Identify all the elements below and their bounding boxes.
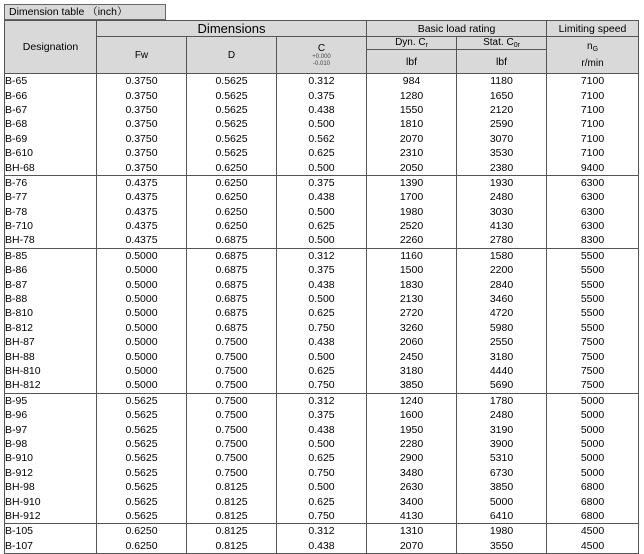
stat-cell: 3460 <box>457 292 547 306</box>
d-cell: 0.8125 <box>187 480 277 494</box>
dyn-cell: 1980 <box>367 205 457 219</box>
c-cell: 0.375 <box>277 408 367 422</box>
c-cell: 0.500 <box>277 117 367 131</box>
stat-cell: 1650 <box>457 88 547 102</box>
c-cell: 0.312 <box>277 74 367 89</box>
d-cell: 0.7500 <box>187 451 277 465</box>
c-cell: 0.750 <box>277 378 367 393</box>
table-row <box>5 408 639 422</box>
stat-cell: 3180 <box>457 349 547 363</box>
fw-cell: 0.3750 <box>97 146 187 160</box>
d-cell: 0.5625 <box>187 88 277 102</box>
fw-cell: 0.5000 <box>97 349 187 363</box>
c-cell: 0.625 <box>277 306 367 320</box>
speed-cell: 5000 <box>547 451 639 465</box>
designation-cell: B-67 <box>5 103 97 117</box>
fw-cell: 0.5625 <box>97 480 187 494</box>
stat-cell: 5000 <box>457 494 547 508</box>
d-cell: 0.6250 <box>187 219 277 233</box>
speed-cell: 5500 <box>547 248 639 263</box>
dyn-rating-header <box>367 37 457 50</box>
table-row <box>5 263 639 277</box>
fw-cell: 0.5000 <box>97 378 187 393</box>
d-cell: 0.6875 <box>187 321 277 335</box>
stat-cell: 1980 <box>457 524 547 539</box>
table-row <box>5 146 639 160</box>
d-cell: 0.6250 <box>187 160 277 175</box>
d-cell: 0.5625 <box>187 132 277 146</box>
designation-cell: B-96 <box>5 408 97 422</box>
speed-cell: 6300 <box>547 175 639 190</box>
d-cell: 0.7500 <box>187 408 277 422</box>
d-cell: 0.8125 <box>187 509 277 524</box>
fw-cell: 0.5000 <box>97 321 187 335</box>
table-row <box>5 160 639 175</box>
d-cell: 0.7500 <box>187 393 277 408</box>
speed-cell: 8300 <box>547 233 639 248</box>
table-row <box>5 349 639 363</box>
stat-cell: 5690 <box>457 378 547 393</box>
table-row <box>5 378 639 393</box>
speed-cell: 4500 <box>547 539 639 554</box>
table-row <box>5 466 639 480</box>
designation-cell: B-95 <box>5 393 97 408</box>
d-cell: 0.8125 <box>187 524 277 539</box>
speed-cell: 5000 <box>547 437 639 451</box>
dyn-cell: 1240 <box>367 393 457 408</box>
dyn-cell: 2630 <box>367 480 457 494</box>
stat-unit-header: lbf <box>457 50 547 74</box>
stat-cell: 3850 <box>457 480 547 494</box>
speed-unit: r/min <box>581 57 604 69</box>
designation-cell: BH-812 <box>5 378 97 393</box>
stat-cell: 3530 <box>457 146 547 160</box>
stat-cell: 3190 <box>457 422 547 436</box>
designation-cell: B-69 <box>5 132 97 146</box>
designation-cell: B-76 <box>5 175 97 190</box>
table-row <box>5 88 639 102</box>
table-row <box>5 437 639 451</box>
designation-cell: B-912 <box>5 466 97 480</box>
table-row <box>5 74 639 89</box>
designation-cell: B-105 <box>5 524 97 539</box>
designation-cell: BH-68 <box>5 160 97 175</box>
fw-cell: 0.5000 <box>97 292 187 306</box>
designation-cell: B-77 <box>5 190 97 204</box>
table-row <box>5 292 639 306</box>
table-row <box>5 451 639 465</box>
dyn-cell: 2450 <box>367 349 457 363</box>
fw-cell: 0.6250 <box>97 539 187 554</box>
table-row <box>5 306 639 320</box>
stat-cell: 4720 <box>457 306 547 320</box>
designation-cell: B-610 <box>5 146 97 160</box>
dyn-cell: 2310 <box>367 146 457 160</box>
speed-cell: 6300 <box>547 219 639 233</box>
c-cell: 0.438 <box>277 539 367 554</box>
fw-cell: 0.3750 <box>97 88 187 102</box>
table-row <box>5 205 639 219</box>
fw-cell: 0.5625 <box>97 393 187 408</box>
table-row <box>5 117 639 131</box>
speed-cell: 6300 <box>547 205 639 219</box>
designation-cell: B-812 <box>5 321 97 335</box>
dyn-cell: 1500 <box>367 263 457 277</box>
d-cell: 0.6875 <box>187 292 277 306</box>
designation-cell: B-810 <box>5 306 97 320</box>
d-cell: 0.5625 <box>187 103 277 117</box>
d-cell: 0.6875 <box>187 248 277 263</box>
speed-cell: 5000 <box>547 422 639 436</box>
fw-cell: 0.5000 <box>97 248 187 263</box>
d-cell: 0.7500 <box>187 437 277 451</box>
stat-cell: 2200 <box>457 263 547 277</box>
c-cell: 0.375 <box>277 263 367 277</box>
dimensions-header: Dimensions <box>97 21 367 37</box>
speed-cell: 6300 <box>547 190 639 204</box>
designation-cell: B-97 <box>5 422 97 436</box>
c-cell: 0.500 <box>277 349 367 363</box>
table-row <box>5 175 639 190</box>
c-cell: 0.625 <box>277 364 367 378</box>
c-tolerance-lower: -0.010 <box>313 60 331 67</box>
speed-cell: 6800 <box>547 494 639 508</box>
speed-cell: 5500 <box>547 277 639 291</box>
designation-cell: B-98 <box>5 437 97 451</box>
stat-cell: 1180 <box>457 74 547 89</box>
c-cell: 0.375 <box>277 175 367 190</box>
fw-cell: 0.5625 <box>97 494 187 508</box>
stat-cell: 2380 <box>457 160 547 175</box>
fw-cell: 0.3750 <box>97 117 187 131</box>
c-cell: 0.438 <box>277 190 367 204</box>
stat-cell: 1780 <box>457 393 547 408</box>
speed-cell: 7500 <box>547 378 639 393</box>
dyn-cell: 1280 <box>367 88 457 102</box>
d-header: D <box>187 37 277 74</box>
speed-symbol-letter: n <box>587 40 593 52</box>
designation-cell: BH-910 <box>5 494 97 508</box>
dyn-cell: 1160 <box>367 248 457 263</box>
table-row <box>5 509 639 524</box>
d-cell: 0.7500 <box>187 364 277 378</box>
table-row <box>5 393 639 408</box>
dyn-cell: 1550 <box>367 103 457 117</box>
stat-cell: 5980 <box>457 321 547 335</box>
table-row <box>5 219 639 233</box>
d-cell: 0.7500 <box>187 378 277 393</box>
stat-cell: 3070 <box>457 132 547 146</box>
designation-cell: BH-78 <box>5 233 97 248</box>
stat-cell: 3900 <box>457 437 547 451</box>
stat-cell: 3550 <box>457 539 547 554</box>
stat-cell: 2590 <box>457 117 547 131</box>
dyn-cell: 2260 <box>367 233 457 248</box>
speed-cell: 5500 <box>547 321 639 335</box>
c-cell: 0.500 <box>277 292 367 306</box>
c-cell: 0.750 <box>277 466 367 480</box>
table-row <box>5 422 639 436</box>
d-cell: 0.6250 <box>187 175 277 190</box>
dyn-cell: 3180 <box>367 364 457 378</box>
stat-cell: 6410 <box>457 509 547 524</box>
speed-cell: 7500 <box>547 364 639 378</box>
dyn-cell: 2050 <box>367 160 457 175</box>
stat-cell: 4130 <box>457 219 547 233</box>
d-cell: 0.5625 <box>187 74 277 89</box>
designation-cell: BH-98 <box>5 480 97 494</box>
dyn-cell: 2520 <box>367 219 457 233</box>
dyn-cell: 2900 <box>367 451 457 465</box>
dyn-cell: 4130 <box>367 509 457 524</box>
d-cell: 0.8125 <box>187 539 277 554</box>
c-cell: 0.750 <box>277 509 367 524</box>
designation-cell: B-86 <box>5 263 97 277</box>
dimension-table <box>4 20 639 554</box>
d-cell: 0.6875 <box>187 277 277 291</box>
speed-cell: 4500 <box>547 524 639 539</box>
c-cell: 0.438 <box>277 103 367 117</box>
dyn-cell: 1830 <box>367 277 457 291</box>
table-row <box>5 480 639 494</box>
dyn-cell: 3850 <box>367 378 457 393</box>
c-cell: 0.625 <box>277 451 367 465</box>
table-row <box>5 248 639 263</box>
basic-load-rating-header: Basic load rating <box>367 21 547 37</box>
designation-cell: B-68 <box>5 117 97 131</box>
speed-cell: 9400 <box>547 160 639 175</box>
d-cell: 0.5625 <box>187 117 277 131</box>
designation-cell: BH-87 <box>5 335 97 349</box>
speed-cell: 7100 <box>547 88 639 102</box>
dyn-cell: 1950 <box>367 422 457 436</box>
c-cell: 0.500 <box>277 160 367 175</box>
table-row <box>5 103 639 117</box>
d-cell: 0.6875 <box>187 263 277 277</box>
fw-cell: 0.5625 <box>97 408 187 422</box>
c-cell: 0.500 <box>277 480 367 494</box>
dyn-cell: 984 <box>367 74 457 89</box>
stat-cell: 1930 <box>457 175 547 190</box>
d-cell: 0.7500 <box>187 422 277 436</box>
designation-cell: B-910 <box>5 451 97 465</box>
limiting-speed-header: Limiting speed <box>547 21 639 37</box>
fw-cell: 0.4375 <box>97 219 187 233</box>
c-cell: 0.625 <box>277 219 367 233</box>
speed-cell: 7500 <box>547 335 639 349</box>
c-cell: 0.500 <box>277 205 367 219</box>
c-cell: 0.312 <box>277 524 367 539</box>
speed-cell: 5500 <box>547 263 639 277</box>
c-cell: 0.375 <box>277 88 367 102</box>
table-row <box>5 364 639 378</box>
dyn-cell: 1700 <box>367 190 457 204</box>
stat-cell: 6730 <box>457 466 547 480</box>
fw-cell: 0.5000 <box>97 364 187 378</box>
stat-cell: 2550 <box>457 335 547 349</box>
stat-subscript: 0r <box>513 42 520 49</box>
designation-cell: B-88 <box>5 292 97 306</box>
speed-cell: 5500 <box>547 292 639 306</box>
designation-cell: BH-912 <box>5 509 97 524</box>
stat-rating-header <box>457 37 547 50</box>
designation-cell: B-87 <box>5 277 97 291</box>
c-cell: 0.312 <box>277 393 367 408</box>
fw-cell: 0.5625 <box>97 437 187 451</box>
c-cell: 0.562 <box>277 132 367 146</box>
dyn-subscript: r <box>425 42 428 49</box>
table-body <box>5 74 639 554</box>
table-row <box>5 539 639 554</box>
fw-header: Fw <box>97 37 187 74</box>
stat-cell: 5310 <box>457 451 547 465</box>
c-cell: 0.625 <box>277 494 367 508</box>
fw-cell: 0.3750 <box>97 132 187 146</box>
fw-cell: 0.4375 <box>97 175 187 190</box>
fw-cell: 0.5000 <box>97 306 187 320</box>
c-tolerance-upper: +0.000 <box>312 53 331 60</box>
stat-label: Stat. C <box>483 37 514 48</box>
speed-symbol <box>547 40 638 57</box>
stat-cell: 2120 <box>457 103 547 117</box>
speed-cell: 5000 <box>547 393 639 408</box>
fw-cell: 0.5625 <box>97 422 187 436</box>
c-cell: 0.500 <box>277 233 367 248</box>
fw-cell: 0.5000 <box>97 263 187 277</box>
stat-cell: 3030 <box>457 205 547 219</box>
d-cell: 0.8125 <box>187 494 277 508</box>
dyn-cell: 2060 <box>367 335 457 349</box>
c-label: C <box>317 42 326 54</box>
designation-header: Designation <box>5 21 97 74</box>
c-cell: 0.500 <box>277 437 367 451</box>
speed-cell: 5000 <box>547 408 639 422</box>
speed-cell: 7500 <box>547 349 639 363</box>
dyn-cell: 2130 <box>367 292 457 306</box>
speed-cell: 7100 <box>547 103 639 117</box>
dyn-cell: 3480 <box>367 466 457 480</box>
fw-cell: 0.4375 <box>97 205 187 219</box>
c-cell: 0.438 <box>277 277 367 291</box>
d-cell: 0.7500 <box>187 335 277 349</box>
fw-cell: 0.5625 <box>97 451 187 465</box>
speed-unit-header <box>547 37 639 74</box>
dyn-cell: 1810 <box>367 117 457 131</box>
dyn-cell: 3400 <box>367 494 457 508</box>
d-cell: 0.5625 <box>187 146 277 160</box>
designation-cell: B-66 <box>5 88 97 102</box>
dyn-cell: 2280 <box>367 437 457 451</box>
designation-cell: B-710 <box>5 219 97 233</box>
speed-cell: 7100 <box>547 132 639 146</box>
stat-cell: 2780 <box>457 233 547 248</box>
stat-cell: 1580 <box>457 248 547 263</box>
c-cell: 0.625 <box>277 146 367 160</box>
table-row <box>5 132 639 146</box>
d-cell: 0.6250 <box>187 190 277 204</box>
table-row <box>5 494 639 508</box>
fw-cell: 0.5000 <box>97 277 187 291</box>
table-caption: Dimension table （inch） <box>4 4 166 20</box>
c-cell: 0.312 <box>277 248 367 263</box>
d-cell: 0.6875 <box>187 306 277 320</box>
d-cell: 0.7500 <box>187 466 277 480</box>
d-cell: 0.6250 <box>187 205 277 219</box>
d-cell: 0.7500 <box>187 349 277 363</box>
c-cell: 0.438 <box>277 422 367 436</box>
fw-cell: 0.3750 <box>97 74 187 89</box>
speed-cell: 5000 <box>547 466 639 480</box>
speed-cell: 5500 <box>547 306 639 320</box>
stat-cell: 2840 <box>457 277 547 291</box>
dyn-unit-header: lbf <box>367 50 457 74</box>
fw-cell: 0.5625 <box>97 509 187 524</box>
speed-cell: 7100 <box>547 74 639 89</box>
designation-cell: B-107 <box>5 539 97 554</box>
designation-cell: B-85 <box>5 248 97 263</box>
dyn-cell: 2720 <box>367 306 457 320</box>
designation-cell: BH-810 <box>5 364 97 378</box>
fw-cell: 0.3750 <box>97 160 187 175</box>
table-row <box>5 321 639 335</box>
table-row <box>5 190 639 204</box>
table-row <box>5 524 639 539</box>
c-cell: 0.750 <box>277 321 367 335</box>
dyn-label: Dyn. C <box>395 37 426 48</box>
designation-cell: B-65 <box>5 74 97 89</box>
stat-cell: 4440 <box>457 364 547 378</box>
designation-cell: BH-88 <box>5 349 97 363</box>
speed-cell: 6800 <box>547 509 639 524</box>
fw-cell: 0.6250 <box>97 524 187 539</box>
fw-cell: 0.4375 <box>97 233 187 248</box>
designation-cell: B-78 <box>5 205 97 219</box>
c-cell: 0.438 <box>277 335 367 349</box>
fw-cell: 0.5625 <box>97 466 187 480</box>
dyn-cell: 2070 <box>367 539 457 554</box>
fw-cell: 0.5000 <box>97 335 187 349</box>
speed-cell: 7100 <box>547 117 639 131</box>
stat-cell: 2480 <box>457 408 547 422</box>
fw-cell: 0.3750 <box>97 103 187 117</box>
fw-cell: 0.4375 <box>97 190 187 204</box>
dyn-cell: 2070 <box>367 132 457 146</box>
dyn-cell: 3260 <box>367 321 457 335</box>
dyn-cell: 1310 <box>367 524 457 539</box>
dyn-cell: 1600 <box>367 408 457 422</box>
speed-subscript: G <box>592 45 599 53</box>
table-row <box>5 233 639 248</box>
speed-cell: 6800 <box>547 480 639 494</box>
table-row <box>5 277 639 291</box>
dyn-cell: 1390 <box>367 175 457 190</box>
table-row <box>5 335 639 349</box>
speed-cell: 7100 <box>547 146 639 160</box>
stat-cell: 2480 <box>457 190 547 204</box>
d-cell: 0.6875 <box>187 233 277 248</box>
c-header <box>277 37 367 74</box>
